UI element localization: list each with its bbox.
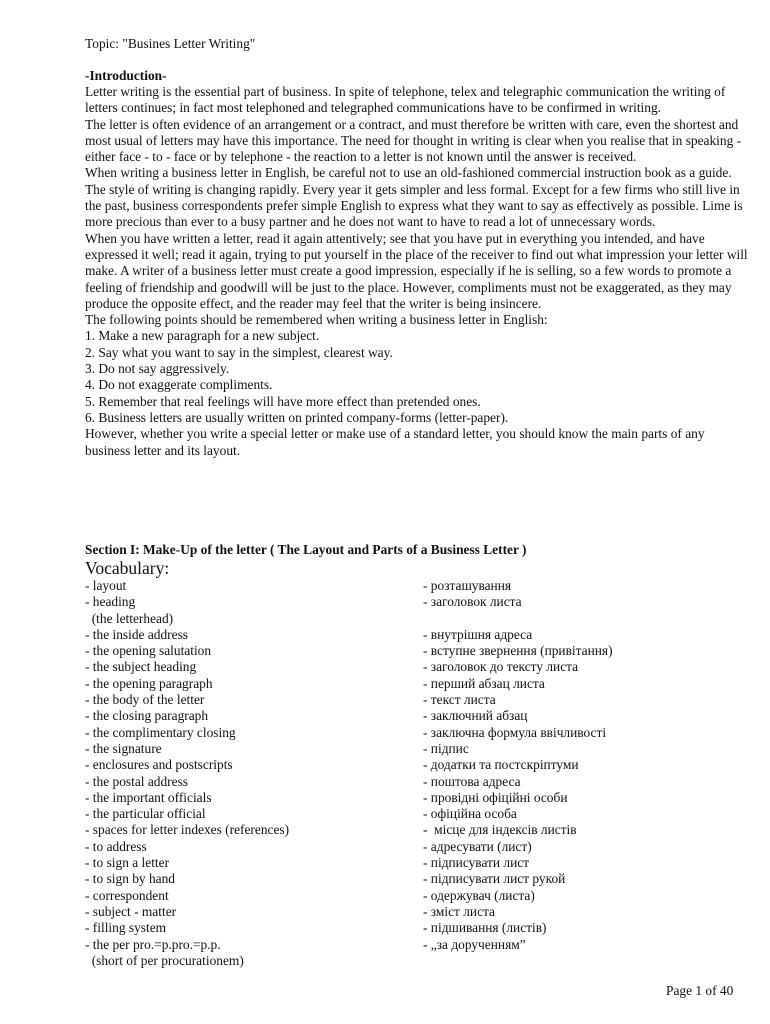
vocab-term-ua: - розташування bbox=[423, 578, 512, 593]
vocab-row bbox=[85, 741, 750, 757]
intro-paragraph: 2. Say what you want to say in the simplest, clearest way. bbox=[85, 344, 393, 360]
vocab-row bbox=[85, 839, 750, 855]
vocab-term-ua: - заголовок до тексту листа bbox=[423, 659, 579, 675]
vocab-term-ua: - заключна формула ввічливості bbox=[423, 724, 607, 740]
vocab-term-ua: - місце для індексів листів bbox=[423, 822, 577, 838]
vocab-term-ua: - додатки та постскріптуми bbox=[423, 757, 579, 773]
vocab-term-en: - heading bbox=[85, 594, 136, 610]
vocab-term-ua: - підписувати лист bbox=[423, 855, 530, 871]
vocab-row bbox=[85, 676, 750, 692]
vocab-row bbox=[85, 757, 750, 773]
intro-paragraph: 4. Do not exaggerate compliments. bbox=[85, 377, 273, 393]
vocab-term-en: - subject - matter bbox=[85, 903, 177, 919]
vocab-row bbox=[85, 643, 750, 659]
vocab-row bbox=[85, 953, 750, 969]
vocab-term-en: - the particular official bbox=[85, 806, 206, 822]
intro-paragraph: The letter is often evidence of an arrangement or a contract, and must therefore be written with care, even the shortest and most usual of letters may have this importance. The need for thought in writing is clear when you realise that in speaking - either face - to - face or by telephone - the reaction to a letter is not known until the answer is received. bbox=[85, 116, 742, 165]
vocab-term-en: - the closing paragraph bbox=[85, 708, 209, 724]
vocab-term-en: - correspondent bbox=[85, 887, 169, 903]
vocab-row bbox=[85, 611, 750, 627]
introduction-body bbox=[85, 84, 750, 459]
vocab-row bbox=[85, 774, 750, 790]
vocab-term-ua: - підшивання (листів) bbox=[423, 920, 547, 936]
intro-paragraph: When you have written a letter, read it again attentively; see that you have put in everything you intended, and have expressed it well; read it again, trying to put yourself in the place of the receiver to find out what impression your letter will make. A writer of a business letter must create a good impression, especially if he is selling, so a few words to promote a feeling of friendship and goodwill will be just to the place. However, compliments must not be exaggerated, as they may produce the opposite effect, and the reader may feel that the writer is being insincere. bbox=[85, 230, 748, 311]
vocab-row bbox=[85, 888, 750, 904]
vocabulary-title: Vocabulary: bbox=[85, 558, 170, 578]
vocab-row bbox=[85, 855, 750, 871]
vocab-term-ua: - провідні офіційні особи bbox=[423, 789, 568, 805]
vocab-row bbox=[85, 822, 750, 838]
intro-paragraph: 1. Make a new paragraph for a new subject. bbox=[85, 328, 320, 344]
vocab-term-en: - to address bbox=[85, 838, 147, 854]
vocab-term-en: - layout bbox=[85, 578, 127, 593]
vocab-row bbox=[85, 790, 750, 806]
vocab-row bbox=[85, 692, 750, 708]
vocab-term-ua: - поштова адреса bbox=[423, 773, 521, 789]
vocab-row bbox=[85, 725, 750, 741]
vocabulary-table bbox=[85, 578, 750, 969]
vocab-term-ua: - текст листа bbox=[423, 692, 496, 708]
intro-paragraph: The following points should be remembered when writing a business letter in English: bbox=[85, 312, 548, 328]
vocab-row bbox=[85, 659, 750, 675]
vocab-term-en: - filling system bbox=[85, 920, 167, 936]
vocab-term-en: - the body of the letter bbox=[85, 692, 205, 708]
vocab-term-ua: - адресувати (лист) bbox=[423, 838, 532, 854]
vocab-term-ua: - внутрішня адреса bbox=[423, 626, 533, 642]
vocab-term-ua: - офіційна особа bbox=[423, 806, 517, 822]
intro-paragraph: Letter writing is the essential part of business. In spite of telephone, telex and telegraphic communication the writing of letters continues; in fact most telephoned and telegraphed communications have to be confirmed in writing. bbox=[85, 84, 726, 116]
vocab-row bbox=[85, 904, 750, 920]
intro-paragraph: 3. Do not say aggressively. bbox=[85, 361, 230, 377]
vocab-term-ua: - заключний абзац bbox=[423, 708, 528, 724]
vocab-row bbox=[85, 920, 750, 936]
vocab-term-en: - the signature bbox=[85, 740, 162, 756]
vocab-term-en: - the postal address bbox=[85, 773, 189, 789]
vocab-term-en: - to sign by hand bbox=[85, 871, 176, 887]
vocab-term-en: - the inside address bbox=[85, 626, 189, 642]
vocab-term-en: - the subject heading bbox=[85, 659, 197, 675]
intro-paragraph: However, whether you write a special letter or make use of a standard letter, you should know the main parts of any business letter and its layout. bbox=[85, 426, 705, 458]
vocab-row bbox=[85, 594, 750, 610]
vocab-row bbox=[85, 937, 750, 953]
vocab-row bbox=[85, 708, 750, 724]
vocab-term-ua: - зміст листа bbox=[423, 903, 495, 919]
vocab-term-ua: - підписувати лист рукой bbox=[423, 871, 566, 887]
vocab-term-en: - the per pro.=p.pro.=p.p. bbox=[85, 936, 221, 952]
intro-paragraph: 5. Remember that real feelings will have more effect than pretended ones. bbox=[85, 393, 481, 409]
vocab-term-en: - to sign a letter bbox=[85, 855, 170, 871]
vocab-term-ua: - одержувач (листа) bbox=[423, 887, 535, 903]
vocab-row bbox=[85, 578, 750, 594]
page-number: Page 1 of 40 bbox=[666, 983, 734, 998]
vocab-row bbox=[85, 871, 750, 887]
vocab-term-en: - the opening paragraph bbox=[85, 675, 213, 691]
vocab-term-ua: - заголовок листа bbox=[423, 594, 522, 610]
vocab-term-en: - spaces for letter indexes (references) bbox=[85, 822, 290, 838]
vocab-term-en: (short of per procurationem) bbox=[85, 952, 244, 968]
vocab-term-ua: - підпис bbox=[423, 740, 469, 756]
vocab-term-ua: - „за дорученням” bbox=[423, 936, 526, 952]
vocab-term-en: - the opening salutation bbox=[85, 643, 212, 659]
vocab-term-en: - the complimentary closing bbox=[85, 724, 236, 740]
vocab-term-en: (the letterhead) bbox=[85, 610, 174, 626]
vocab-term-ua: - вступне звернення (привітання) bbox=[423, 643, 613, 659]
vocab-term-ua: - перший абзац листа bbox=[423, 675, 545, 691]
vocab-term-en: - the important officials bbox=[85, 789, 212, 805]
intro-paragraph: 6. Business letters are usually written on printed company-forms (letter-paper). bbox=[85, 409, 509, 425]
section-heading: Section I: Make-Up of the letter ( The Layout and Parts of a Business Letter ) bbox=[85, 542, 527, 557]
vocab-row bbox=[85, 806, 750, 822]
vocab-row bbox=[85, 627, 750, 643]
intro-paragraph: When writing a business letter in English, be careful not to use an old-fashioned commercial instruction book as a guide. The style of writing is changing rapidly. Every year it gets simpler and less formal. Except for a few firms who still live in the past, business correspondents prefer simple English to express what they want to say as effectively as possible. Lime is more precious than ever to a busy partner and he does not want to have to read a lot of unnecessary words. bbox=[85, 165, 743, 230]
topic-line: Topic: "Busines Letter Writing" bbox=[85, 36, 256, 51]
vocab-term-en: - enclosures and postscripts bbox=[85, 757, 233, 773]
introduction-heading: -Introduction- bbox=[85, 68, 167, 83]
